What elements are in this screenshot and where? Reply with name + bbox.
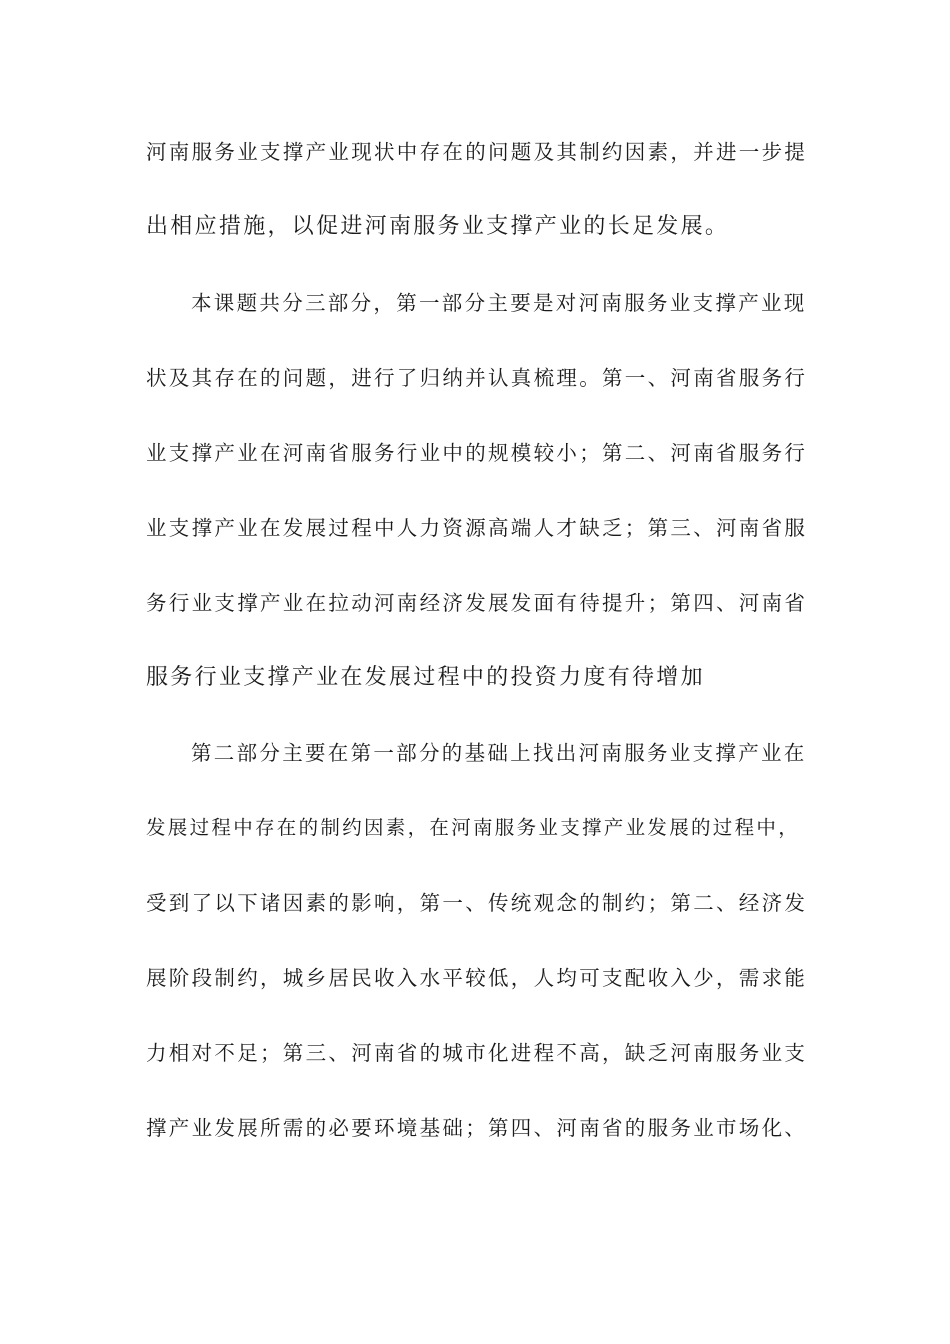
paragraph-1-line-2: 出相应措施，以促进河南服务业支撑产业的长足发展。 xyxy=(146,214,730,239)
paragraph-2-line-1: 本课题共分三部分，第一部分主要是对河南服务业支撑产业现 xyxy=(191,291,807,315)
paragraph-2-line-5: 务行业支撑产业在拉动河南经济发展发面有待提升；第四、河南省 xyxy=(146,591,808,615)
paragraph-2-line-4: 业支撑产业在发展过程中人力资源高端人才缺乏；第三、河南省服 xyxy=(146,516,808,540)
paragraph-3-line-3: 受到了以下诸因素的影响，第一、传统观念的制约；第二、经济发 xyxy=(146,891,808,915)
paragraph-2-line-2: 状及其存在的问题，进行了归纳并认真梳理。第一、河南省服务行 xyxy=(146,366,808,390)
paragraph-3-line-6: 撑产业发展所需的必要环境基础；第四、河南省的服务业市场化、 xyxy=(146,1116,808,1140)
paragraph-2-line-3: 业支撑产业在河南省服务行业中的规模较小；第二、河南省服务行 xyxy=(146,441,808,465)
paragraph-3-line-2: 发展过程中存在的制约因素，在河南服务业支撑产业发展的过程中， xyxy=(146,816,801,839)
paragraph-2-line-6: 服务行业支撑产业在发展过程中的投资力度有待增加 xyxy=(146,665,705,690)
paragraph-3-line-5: 力相对不足；第三、河南省的城市化进程不高，缺乏河南服务业支 xyxy=(146,1041,808,1065)
paragraph-3-line-4: 展阶段制约，城乡居民收入水平较低，人均可支配收入少，需求能 xyxy=(146,966,808,990)
paragraph-1-line-1: 河南服务业支撑产业现状中存在的问题及其制约因素，并进一步提 xyxy=(146,140,808,164)
paragraph-3-line-1: 第二部分主要在第一部分的基础上找出河南服务业支撑产业在 xyxy=(191,741,807,765)
